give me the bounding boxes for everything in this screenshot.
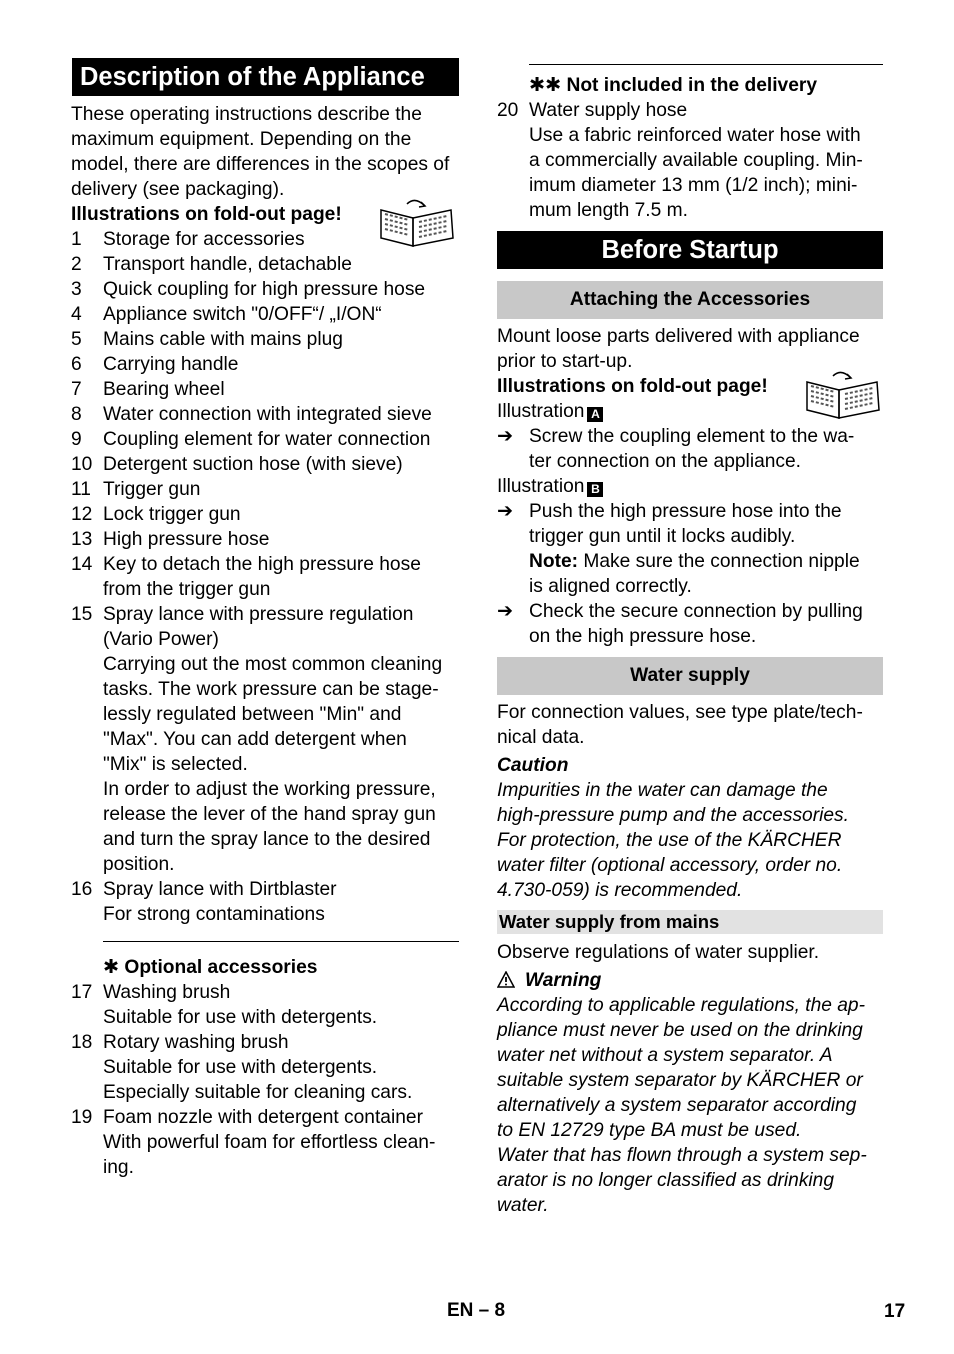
item-line: Key to detach the high pressure hose xyxy=(103,554,421,575)
item-line: imum diameter 13 mm (1/2 inch); mini- xyxy=(529,175,858,196)
list-item xyxy=(71,527,459,552)
item-number: 16 xyxy=(71,879,93,900)
item-line: "Max". You can add detergent when xyxy=(103,729,407,750)
item-line: from the trigger gun xyxy=(103,579,271,600)
item-text xyxy=(103,877,459,927)
item-text xyxy=(103,352,459,377)
text-line: Push the high pressure hose into the xyxy=(529,501,842,522)
item-text xyxy=(103,427,459,452)
component-list xyxy=(71,227,459,927)
item-line: and turn the spray lance to the desired xyxy=(103,829,431,850)
section-heading-description: Description of the Appliance xyxy=(72,58,459,96)
open-book-icon xyxy=(377,196,457,248)
item-text xyxy=(103,302,459,327)
item-text xyxy=(103,452,459,477)
list-item xyxy=(71,352,459,377)
text-line: arator is no longer classified as drinking xyxy=(497,1170,835,1191)
item-text xyxy=(103,477,459,502)
text-line: suitable system separator by KÄRCHER or xyxy=(497,1070,863,1091)
list-item xyxy=(71,1030,459,1105)
subheading-water-supply: Water supply xyxy=(497,657,883,695)
item-line: Carrying out the most common cleaning xyxy=(103,654,443,675)
item-text xyxy=(103,377,459,402)
text-line: trigger gun until it locks audibly. xyxy=(529,526,796,547)
item-text xyxy=(103,402,459,427)
water-supply-intro xyxy=(497,700,883,750)
illustrations-note-line xyxy=(71,202,459,227)
text-line: Water that has flown through a system sep- xyxy=(497,1145,867,1166)
footer-section-number: EN – 8 xyxy=(447,1300,506,1321)
attach-intro: Mount loose parts delivered with appliance prior to start-up. xyxy=(497,326,860,372)
item-line: Spray lance with Dirtblaster xyxy=(103,879,337,900)
item-line: With powerful foam for effortless clean- xyxy=(103,1132,436,1153)
item-line: Suitable for use with detergents. xyxy=(103,1007,378,1028)
optional-accessories-list xyxy=(71,980,459,1180)
item-number: 17 xyxy=(71,982,93,1003)
illustrations-note-line-right xyxy=(497,374,883,399)
item-line: Foam nozzle with detergent container xyxy=(103,1107,423,1128)
list-item xyxy=(71,877,459,927)
text-line: on the high pressure hose. xyxy=(529,626,757,647)
warning-heading: Warning xyxy=(497,968,883,993)
item-text xyxy=(529,98,883,223)
item-number: 2 xyxy=(71,254,82,275)
illustration-a-label: Illustration A xyxy=(497,399,883,424)
list-item xyxy=(71,327,459,352)
item-text xyxy=(103,1105,459,1180)
illustration-b-label: Illustration B xyxy=(497,474,883,499)
item-number: 1 xyxy=(71,229,82,250)
text-line: high-pressure pump and the accessories. xyxy=(497,805,849,826)
list-item xyxy=(71,377,459,402)
item-line: Lock trigger gun xyxy=(103,504,241,525)
item-line: Bearing wheel xyxy=(103,379,225,400)
list-item xyxy=(71,427,459,452)
item-number: 15 xyxy=(71,604,93,625)
list-item xyxy=(71,980,459,1030)
left-column xyxy=(71,58,459,1180)
list-item xyxy=(71,302,459,327)
item-text xyxy=(103,980,459,1030)
item-line: Especially suitable for cleaning cars. xyxy=(103,1082,413,1103)
item-line: Rotary washing brush xyxy=(103,1032,289,1053)
item-text xyxy=(103,277,459,302)
optional-accessories-heading: ✱ Optional accessories xyxy=(103,957,318,978)
note-label: Note: xyxy=(529,551,579,572)
item-text xyxy=(103,552,459,602)
item-text xyxy=(103,602,459,877)
list-item xyxy=(497,98,883,223)
item-line: In order to adjust the working pressure, xyxy=(103,779,436,800)
step-push-hose xyxy=(497,499,883,599)
item-line: Detergent suction hose (with sieve) xyxy=(103,454,403,475)
item-20 xyxy=(497,98,883,223)
item-number: 10 xyxy=(71,454,93,475)
text-line: pliance must never be used on the drinking xyxy=(497,1020,863,1041)
item-line: tasks. The work pressure can be stage- xyxy=(103,679,439,700)
item-line: Washing brush xyxy=(103,982,231,1003)
text-line: water net without a system separator. A xyxy=(497,1045,833,1066)
text-line: 4.730-059) is recommended. xyxy=(497,880,743,901)
caution-label: Caution xyxy=(497,755,569,776)
item-line: (Vario Power) xyxy=(103,629,219,650)
text-line: alternatively a system separator according xyxy=(497,1095,857,1116)
item-line: Use a fabric reinforced water hose with xyxy=(529,125,861,146)
item-line: a commercially available coupling. Min- xyxy=(529,150,863,171)
text-line: For connection values, see type plate/tech- xyxy=(497,702,863,723)
item-line: For strong contaminations xyxy=(103,904,325,925)
mains-text: Observe regulations of water supplier. xyxy=(497,942,820,963)
step-screw-coupling xyxy=(497,424,883,474)
list-item xyxy=(71,602,459,877)
list-item xyxy=(71,452,459,477)
list-item xyxy=(71,552,459,602)
text-line: Impurities in the water can damage the xyxy=(497,780,828,801)
item-number: 20 xyxy=(497,100,519,121)
item-line: High pressure hose xyxy=(103,529,270,550)
text-line: ter connection on the appliance. xyxy=(529,451,802,472)
item-number: 14 xyxy=(71,554,93,575)
text-line: nical data. xyxy=(497,727,585,748)
note-line: Note: Make sure the connection nipple xyxy=(529,551,860,572)
item-number: 12 xyxy=(71,504,93,525)
item-line: lessly regulated between "Min" and xyxy=(103,704,402,725)
list-item xyxy=(71,277,459,302)
item-number: 9 xyxy=(71,429,82,450)
item-number: 4 xyxy=(71,304,82,325)
item-line: Appliance switch "0/OFF“/ „I/ON“ xyxy=(103,304,382,325)
text-line: to EN 12729 type BA must be used. xyxy=(497,1120,802,1141)
arrow-right-icon: ➔ xyxy=(497,426,514,447)
item-line: Suitable for use with detergents. xyxy=(103,1057,378,1078)
item-number: 18 xyxy=(71,1032,93,1053)
item-number: 19 xyxy=(71,1107,93,1128)
item-line: Coupling element for water connection xyxy=(103,429,431,450)
item-line: Water supply hose xyxy=(529,100,688,121)
list-item xyxy=(71,502,459,527)
item-line: "Mix" is selected. xyxy=(103,754,248,775)
item-number: 8 xyxy=(71,404,82,425)
text-line: Check the secure connection by pulling xyxy=(529,601,863,622)
warning-text xyxy=(497,993,883,1218)
list-item xyxy=(71,1105,459,1180)
list-item xyxy=(71,252,459,277)
item-line: Spray lance with pressure regulation xyxy=(103,604,414,625)
item-number: 5 xyxy=(71,329,82,350)
item-text xyxy=(103,1030,459,1105)
item-line: mum length 7.5 m. xyxy=(529,200,688,221)
illustration-b-badge: B xyxy=(587,482,603,497)
item-text xyxy=(103,252,459,277)
item-number: 7 xyxy=(71,379,82,400)
text-line: According to applicable regulations, the ap- xyxy=(497,995,865,1016)
item-line: Carrying handle xyxy=(103,354,239,375)
open-book-icon xyxy=(803,368,883,420)
item-line: position. xyxy=(103,854,175,875)
item-line: Transport handle, detachable xyxy=(103,254,352,275)
illustrations-note: Illustrations on fold-out page! xyxy=(71,204,342,225)
item-text xyxy=(103,502,459,527)
item-number: 6 xyxy=(71,354,82,375)
item-text xyxy=(103,327,459,352)
item-line: ing. xyxy=(103,1157,134,1178)
list-item xyxy=(71,402,459,427)
illustration-a-badge: A xyxy=(587,407,603,422)
list-item xyxy=(71,477,459,502)
text-line: Screw the coupling element to the wa- xyxy=(529,426,855,447)
text-line: water filter (optional accessory, order no. xyxy=(497,855,843,876)
arrow-right-icon: ➔ xyxy=(497,501,514,522)
item-line: Storage for accessories xyxy=(103,229,305,250)
item-text xyxy=(103,527,459,552)
illustrations-note-right: Illustrations on fold-out page! xyxy=(497,376,768,397)
intro-paragraph: These operating instructions describe the maximum equipment. Depending on the model, there are differences in the scopes of delivery (see packaging). xyxy=(71,104,450,200)
separator-line-top xyxy=(529,64,883,65)
right-column xyxy=(497,58,883,1218)
not-included-heading: ✱✱ Not included in the delivery xyxy=(529,75,818,96)
separator-line xyxy=(103,941,459,942)
item-number: 11 xyxy=(71,479,91,500)
footer-page-number: 17 xyxy=(884,1301,906,1322)
note-line-2: is aligned correctly. xyxy=(529,576,692,597)
item-number: 13 xyxy=(71,529,93,550)
subheading-attaching-accessories: Attaching the Accessories xyxy=(497,281,883,319)
warning-triangle-icon xyxy=(497,971,515,988)
item-line: Water connection with integrated sieve xyxy=(103,404,432,425)
item-line: Trigger gun xyxy=(103,479,201,500)
caution-text xyxy=(497,778,883,903)
subheading-water-supply-mains: Water supply from mains xyxy=(497,910,883,934)
text-line: water. xyxy=(497,1195,549,1216)
item-line: Quick coupling for high pressure hose xyxy=(103,279,426,300)
arrow-right-icon: ➔ xyxy=(497,601,514,622)
section-heading-before-startup: Before Startup xyxy=(497,231,883,269)
item-number: 3 xyxy=(71,279,82,300)
step-check-connection xyxy=(497,599,883,649)
item-line: release the lever of the hand spray gun xyxy=(103,804,436,825)
text-line: For protection, the use of the KÄRCHER xyxy=(497,830,842,851)
item-line: Mains cable with mains plug xyxy=(103,329,343,350)
